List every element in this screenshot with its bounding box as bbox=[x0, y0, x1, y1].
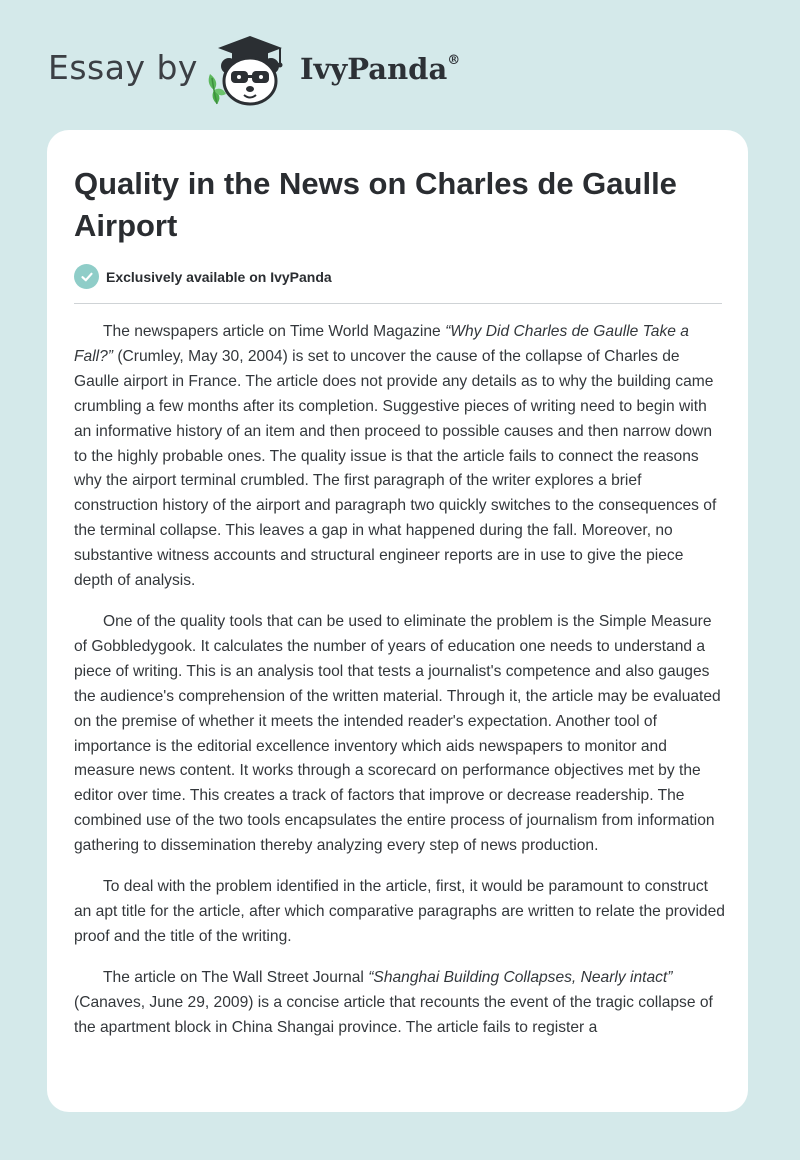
essay-by-label: Essay by bbox=[48, 48, 198, 87]
article-citation-title: “Shanghai Building Collapses, Nearly intact” bbox=[368, 968, 673, 986]
paragraph-1: The newspapers article on Time World Magazine “Why Did Charles de Gaulle Take a Fall?” (Crumley, May 30, 2004) is set to uncover the cause of the collapse of Charles de Gaulle airport in France. The article does not provide any details as to why the building came crumbling a few months after its completion. Suggestive pieces of writing need to begin with an informative history of an item and then proceed to possible causes and then narrow down to the highly probable ones. The quality issue is that the article fails to connect the reasons why the airport terminal crumbled. The first paragraph of the writer explores a brief construction history of the airport and paragraph two quickly switches to the consequences of the terminal collapse. This leaves a gap in what happened during the fall. Moreover, no substantive witness accounts and structural engineer reports are in use to give the piece depth of analysis. bbox=[74, 323, 717, 590]
essay-card bbox=[47, 130, 748, 1112]
ivypanda-panda-logo-icon bbox=[204, 34, 296, 108]
essay-body bbox=[74, 320, 726, 1056]
essay-title: Quality in the News on Charles de Gaulle Airport bbox=[74, 166, 677, 243]
ivypanda-brand-name: IvyPanda® bbox=[300, 52, 461, 86]
exclusive-badge-label: Exclusively available on IvyPanda bbox=[106, 268, 332, 285]
site-header bbox=[48, 34, 508, 114]
paragraph-2: One of the quality tools that can be used to eliminate the problem is the Simple Measure of Gobbledygook. It calculates the number of years of education one needs to understand a piece of writing. This is an analysis tool that tests a journalist's competence and also gauges the audience's comprehension of the written material. Through it, the article may be evaluated on the premise of whether it meets the intended reader's expectation. Another tool of importance is the editorial excellence inventory which aids newspapers to monitor and measure news content. It works through a scorecard on performance objectives met by the editor over time. This creates a track of factors that improve or decrease readership. The combined use of the two tools encapsulates the entire process of journalism from information gathering to dissemination thereby analyzing every step of news production. bbox=[74, 612, 721, 855]
article-citation-title: “Why Did Charles de Gaulle Take a Fall?” bbox=[74, 323, 689, 365]
exclusive-badge bbox=[74, 264, 332, 289]
paragraph-3: To deal with the problem identified in the article, first, it would be paramount to construct an apt title for the article, after which comparative paragraphs are written to relate the provided proof and the title of the writing. bbox=[74, 878, 725, 945]
paragraph-4: The article on The Wall Street Journal “Shanghai Building Collapses, Nearly intact” (Canaves, June 29, 2009) is a concise article that recounts the event of the tragic collapse of the apartment block in China Shangai province. The article fails to register a bbox=[74, 968, 713, 1036]
registered-mark: ® bbox=[447, 53, 461, 69]
divider bbox=[74, 303, 722, 304]
check-circle-icon bbox=[74, 264, 99, 289]
